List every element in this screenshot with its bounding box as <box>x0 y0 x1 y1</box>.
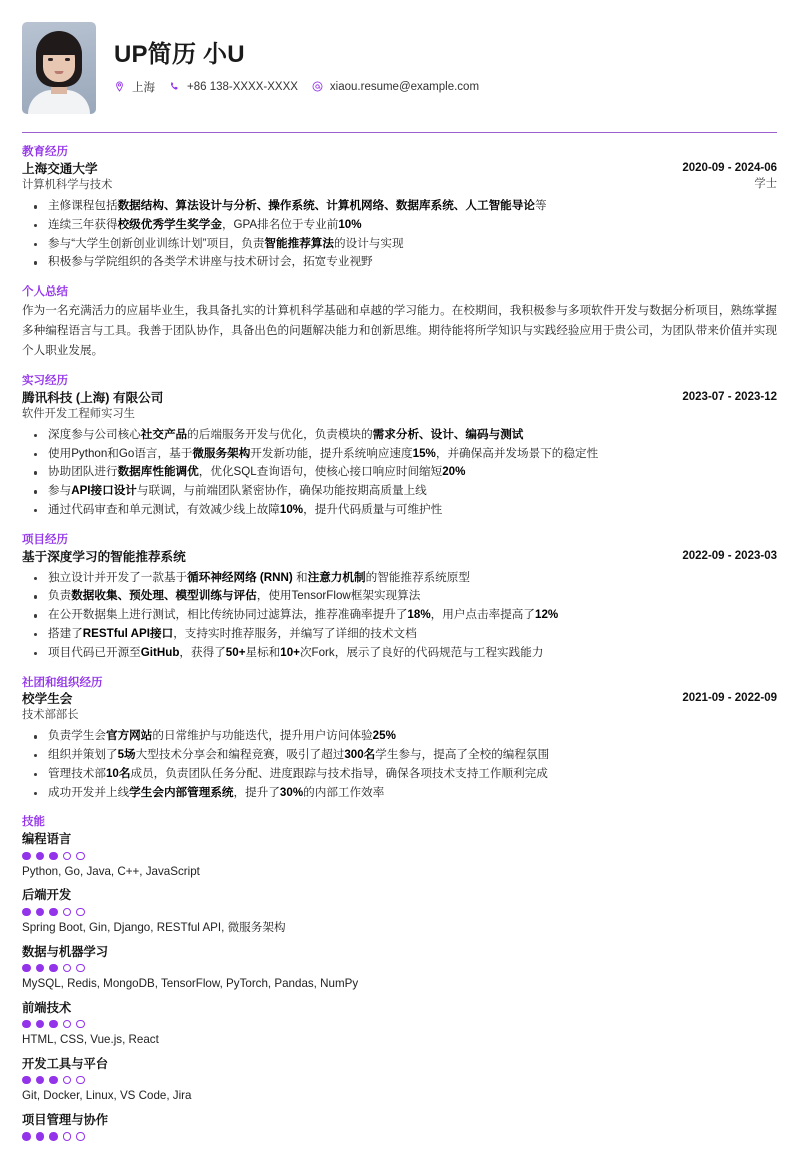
bullet-item: 负责数据收集、预处理、模型训练与评估，使用TensorFlow框架实现算法 <box>22 587 777 606</box>
entry-right <box>682 390 777 406</box>
skill-name: 前端技术 <box>22 1000 72 1015</box>
skill-level-dots <box>22 852 777 861</box>
skill-level-dots <box>22 1076 777 1085</box>
entry-subtitle: 学士 <box>754 177 777 190</box>
skill-dot-filled <box>36 964 45 973</box>
entry-date: 2022-09 - 2023-03 <box>682 549 777 562</box>
skill-dot-filled <box>36 1132 45 1141</box>
skill-level-dots <box>22 1020 777 1029</box>
header-divider <box>22 132 777 133</box>
bullet-item: 协助团队进行数据库性能调优，优化SQL查询语句，使核心接口响应时间缩短20% <box>22 463 777 482</box>
entry-organization: 腾讯科技 (上海) 有限公司 <box>22 390 164 405</box>
entry-header <box>22 390 777 423</box>
skill-dot-filled <box>22 964 31 973</box>
header-info <box>114 41 777 95</box>
skill-dot-filled <box>22 1076 31 1085</box>
entry-date: 2023-07 - 2023-12 <box>682 390 777 403</box>
contact-phone <box>169 81 298 93</box>
bullet-item: 在公开数据集上进行测试，相比传统协同过滤算法，推荐准确率提升了18%，用户点击率提高了12% <box>22 606 777 625</box>
skill-dot-filled <box>49 908 58 917</box>
skill-items: Python, Go, Java, C++, JavaScript <box>22 865 200 879</box>
skill-dot-empty <box>63 908 72 917</box>
bullet-item: 参与“大学生创新创业训练计划”项目，负责智能推荐算法的设计与实现 <box>22 235 777 254</box>
experience-entry <box>22 691 777 802</box>
entry-left <box>22 691 666 724</box>
bullet-item: 主修课程包括数据结构、算法设计与分析、操作系统、计算机网络、数据库系统、人工智能导论等 <box>22 197 777 216</box>
skill-dot-empty <box>76 1076 85 1085</box>
entry-date: 2020-09 - 2024-06 <box>682 162 777 175</box>
contact-email-value: xiaou.resume@example.com <box>329 80 480 93</box>
bullet-list <box>22 569 777 663</box>
entry-organization: 校学生会 <box>22 692 73 707</box>
skill-name: 数据与机器学习 <box>22 944 109 959</box>
section <box>22 815 777 1140</box>
skill-items: HTML, CSS, Vue.js, React <box>22 1033 159 1047</box>
bullet-item: 成功开发并上线学生会内部管理系统，提升了30%的内部工作效率 <box>22 784 777 803</box>
entry-header <box>22 161 777 194</box>
section-title: 个人总结 <box>22 286 68 299</box>
entry-organization: 基于深度学习的智能推荐系统 <box>22 549 186 564</box>
skill-group <box>22 1000 777 1049</box>
skill-dot-filled <box>49 1132 58 1141</box>
entry-left <box>22 549 666 566</box>
skill-dot-filled <box>22 1020 31 1029</box>
skill-dot-filled <box>22 908 31 917</box>
skill-group <box>22 1056 777 1105</box>
bullet-list <box>22 197 777 272</box>
entry-role: 软件开发工程师实习生 <box>22 407 135 420</box>
candidate-name: UP简历 小U <box>114 41 245 69</box>
skill-dot-filled <box>22 1132 31 1141</box>
resume-header <box>22 22 777 128</box>
skill-dot-filled <box>36 1076 45 1085</box>
entry-role: 计算机科学与技术 <box>22 179 113 192</box>
bullet-item: 连续三年获得校级优秀学生奖学金，GPA排名位于专业前10% <box>22 216 777 235</box>
entry-left <box>22 161 666 194</box>
bullet-item: 使用Python和Go语言，基于微服务架构开发新功能，提升系统响应速度15%，并确保高并发场景下的稳定性 <box>22 445 777 464</box>
entry-role: 技术部部长 <box>22 709 79 722</box>
section-title: 教育经历 <box>22 146 68 159</box>
section-title: 项目经历 <box>22 533 68 546</box>
bullet-item: 管理技术部10名成员，负责团队任务分配、进度跟踪与技术指导，确保各项技术支持工作顺利完成 <box>22 765 777 784</box>
skill-dot-empty <box>76 908 85 917</box>
skill-dot-filled <box>49 1020 58 1029</box>
section <box>22 676 777 803</box>
skill-level-dots <box>22 908 777 917</box>
section <box>22 285 777 361</box>
experience-entry <box>22 161 777 272</box>
skill-group <box>22 831 777 880</box>
entry-header <box>22 691 777 724</box>
skill-name: 后端开发 <box>22 888 72 903</box>
section <box>22 374 777 520</box>
skill-dot-empty <box>63 1020 72 1029</box>
bullet-item: 组织并策划了5场大型技术分享会和编程竞赛，吸引了超过300名学生参与，提高了全校的编程氛围 <box>22 746 777 765</box>
entry-right <box>682 691 777 707</box>
contact-location <box>114 79 155 95</box>
skill-level-dots <box>22 1132 777 1141</box>
contact-location-value: 上海 <box>132 81 155 94</box>
section <box>22 145 777 272</box>
skill-items: MySQL, Redis, MongoDB, TensorFlow, PyTorch, Pandas, NumPy <box>22 977 359 991</box>
section-title: 社团和组织经历 <box>22 676 103 689</box>
skill-dot-filled <box>22 852 31 861</box>
skill-dot-empty <box>76 852 85 861</box>
section-title: 实习经历 <box>22 375 68 388</box>
skill-dot-filled <box>36 908 45 917</box>
skill-dot-empty <box>63 1076 72 1085</box>
bullet-list <box>22 426 777 520</box>
skill-items: Git, Docker, Linux, VS Code, Jira <box>22 1089 192 1103</box>
entry-left <box>22 390 666 423</box>
skill-dot-empty <box>63 852 72 861</box>
email-icon <box>312 81 325 92</box>
contact-phone-value: +86 138-XXXX-XXXX <box>187 80 298 93</box>
bullet-item: 参与API接口设计与联调，与前端团队紧密协作，确保功能按期高质量上线 <box>22 482 777 501</box>
summary-text: 作为一名充满活力的应届毕业生，我具备扎实的计算机科学基础和卓越的学习能力。在校期间，我积极参与多项软件开发与数据分析项目，熟练掌握多种编程语言与工具。我善于团队协作，具备出色的问题解决能力和创新思维。期待能将所学知识与实践经验应用于贵公司，为团队带来价值并实现个人职业发展。 <box>22 304 777 358</box>
location-icon <box>114 81 127 92</box>
skill-dot-filled <box>49 964 58 973</box>
skill-name: 编程语言 <box>22 832 72 847</box>
entry-right <box>682 549 777 565</box>
experience-entry <box>22 390 777 520</box>
entry-organization: 上海交通大学 <box>22 162 98 177</box>
contact-list <box>114 79 777 95</box>
section <box>22 533 777 663</box>
skill-name: 开发工具与平台 <box>22 1056 109 1071</box>
skill-group <box>22 887 777 936</box>
skill-dot-empty <box>76 964 85 973</box>
bullet-item: 搭建了RESTful API接口，支持实时推荐服务，并编写了详细的技术文档 <box>22 625 777 644</box>
bullet-item: 独立设计并开发了一款基于循环神经网络 (RNN) 和注意力机制的智能推荐系统原型 <box>22 569 777 588</box>
skill-dot-filled <box>36 1020 45 1029</box>
skill-dot-empty <box>63 964 72 973</box>
section-title: 技能 <box>22 816 45 829</box>
entry-header <box>22 549 777 566</box>
skill-dot-empty <box>76 1020 85 1029</box>
skill-level-dots <box>22 964 777 973</box>
entry-right <box>682 161 777 192</box>
bullet-item: 深度参与公司核心社交产品的后端服务开发与优化，负责模块的需求分析、设计、编码与测试 <box>22 426 777 445</box>
contact-email <box>312 81 479 93</box>
bullet-item: 负责学生会官方网站的日常维护与功能迭代，提升用户访问体验25% <box>22 727 777 746</box>
skill-group <box>22 944 777 993</box>
resume-sections <box>22 145 777 1140</box>
skill-dot-empty <box>76 1132 85 1141</box>
skill-dot-filled <box>49 1076 58 1085</box>
skill-items: Spring Boot, Gin, Django, RESTful API, 微服务架构 <box>22 921 286 935</box>
avatar <box>22 22 96 114</box>
phone-icon <box>169 81 182 92</box>
skill-dot-filled <box>49 852 58 861</box>
bullet-item: 项目代码已开源至GitHub，获得了50+星标和10+次Fork，展示了良好的代码规范与工程实践能力 <box>22 644 777 663</box>
bullet-item: 积极参与学院组织的各类学术讲座与技术研讨会，拓宽专业视野 <box>22 253 777 272</box>
experience-entry <box>22 549 777 663</box>
bullet-list <box>22 727 777 802</box>
skill-name: 项目管理与协作 <box>22 1112 109 1127</box>
entry-date: 2021-09 - 2022-09 <box>682 692 777 705</box>
bullet-item: 通过代码审查和单元测试，有效减少线上故障10%，提升代码质量与可维护性 <box>22 501 777 520</box>
skill-group <box>22 1112 777 1141</box>
skill-dot-empty <box>63 1132 72 1141</box>
skill-dot-filled <box>36 852 45 861</box>
